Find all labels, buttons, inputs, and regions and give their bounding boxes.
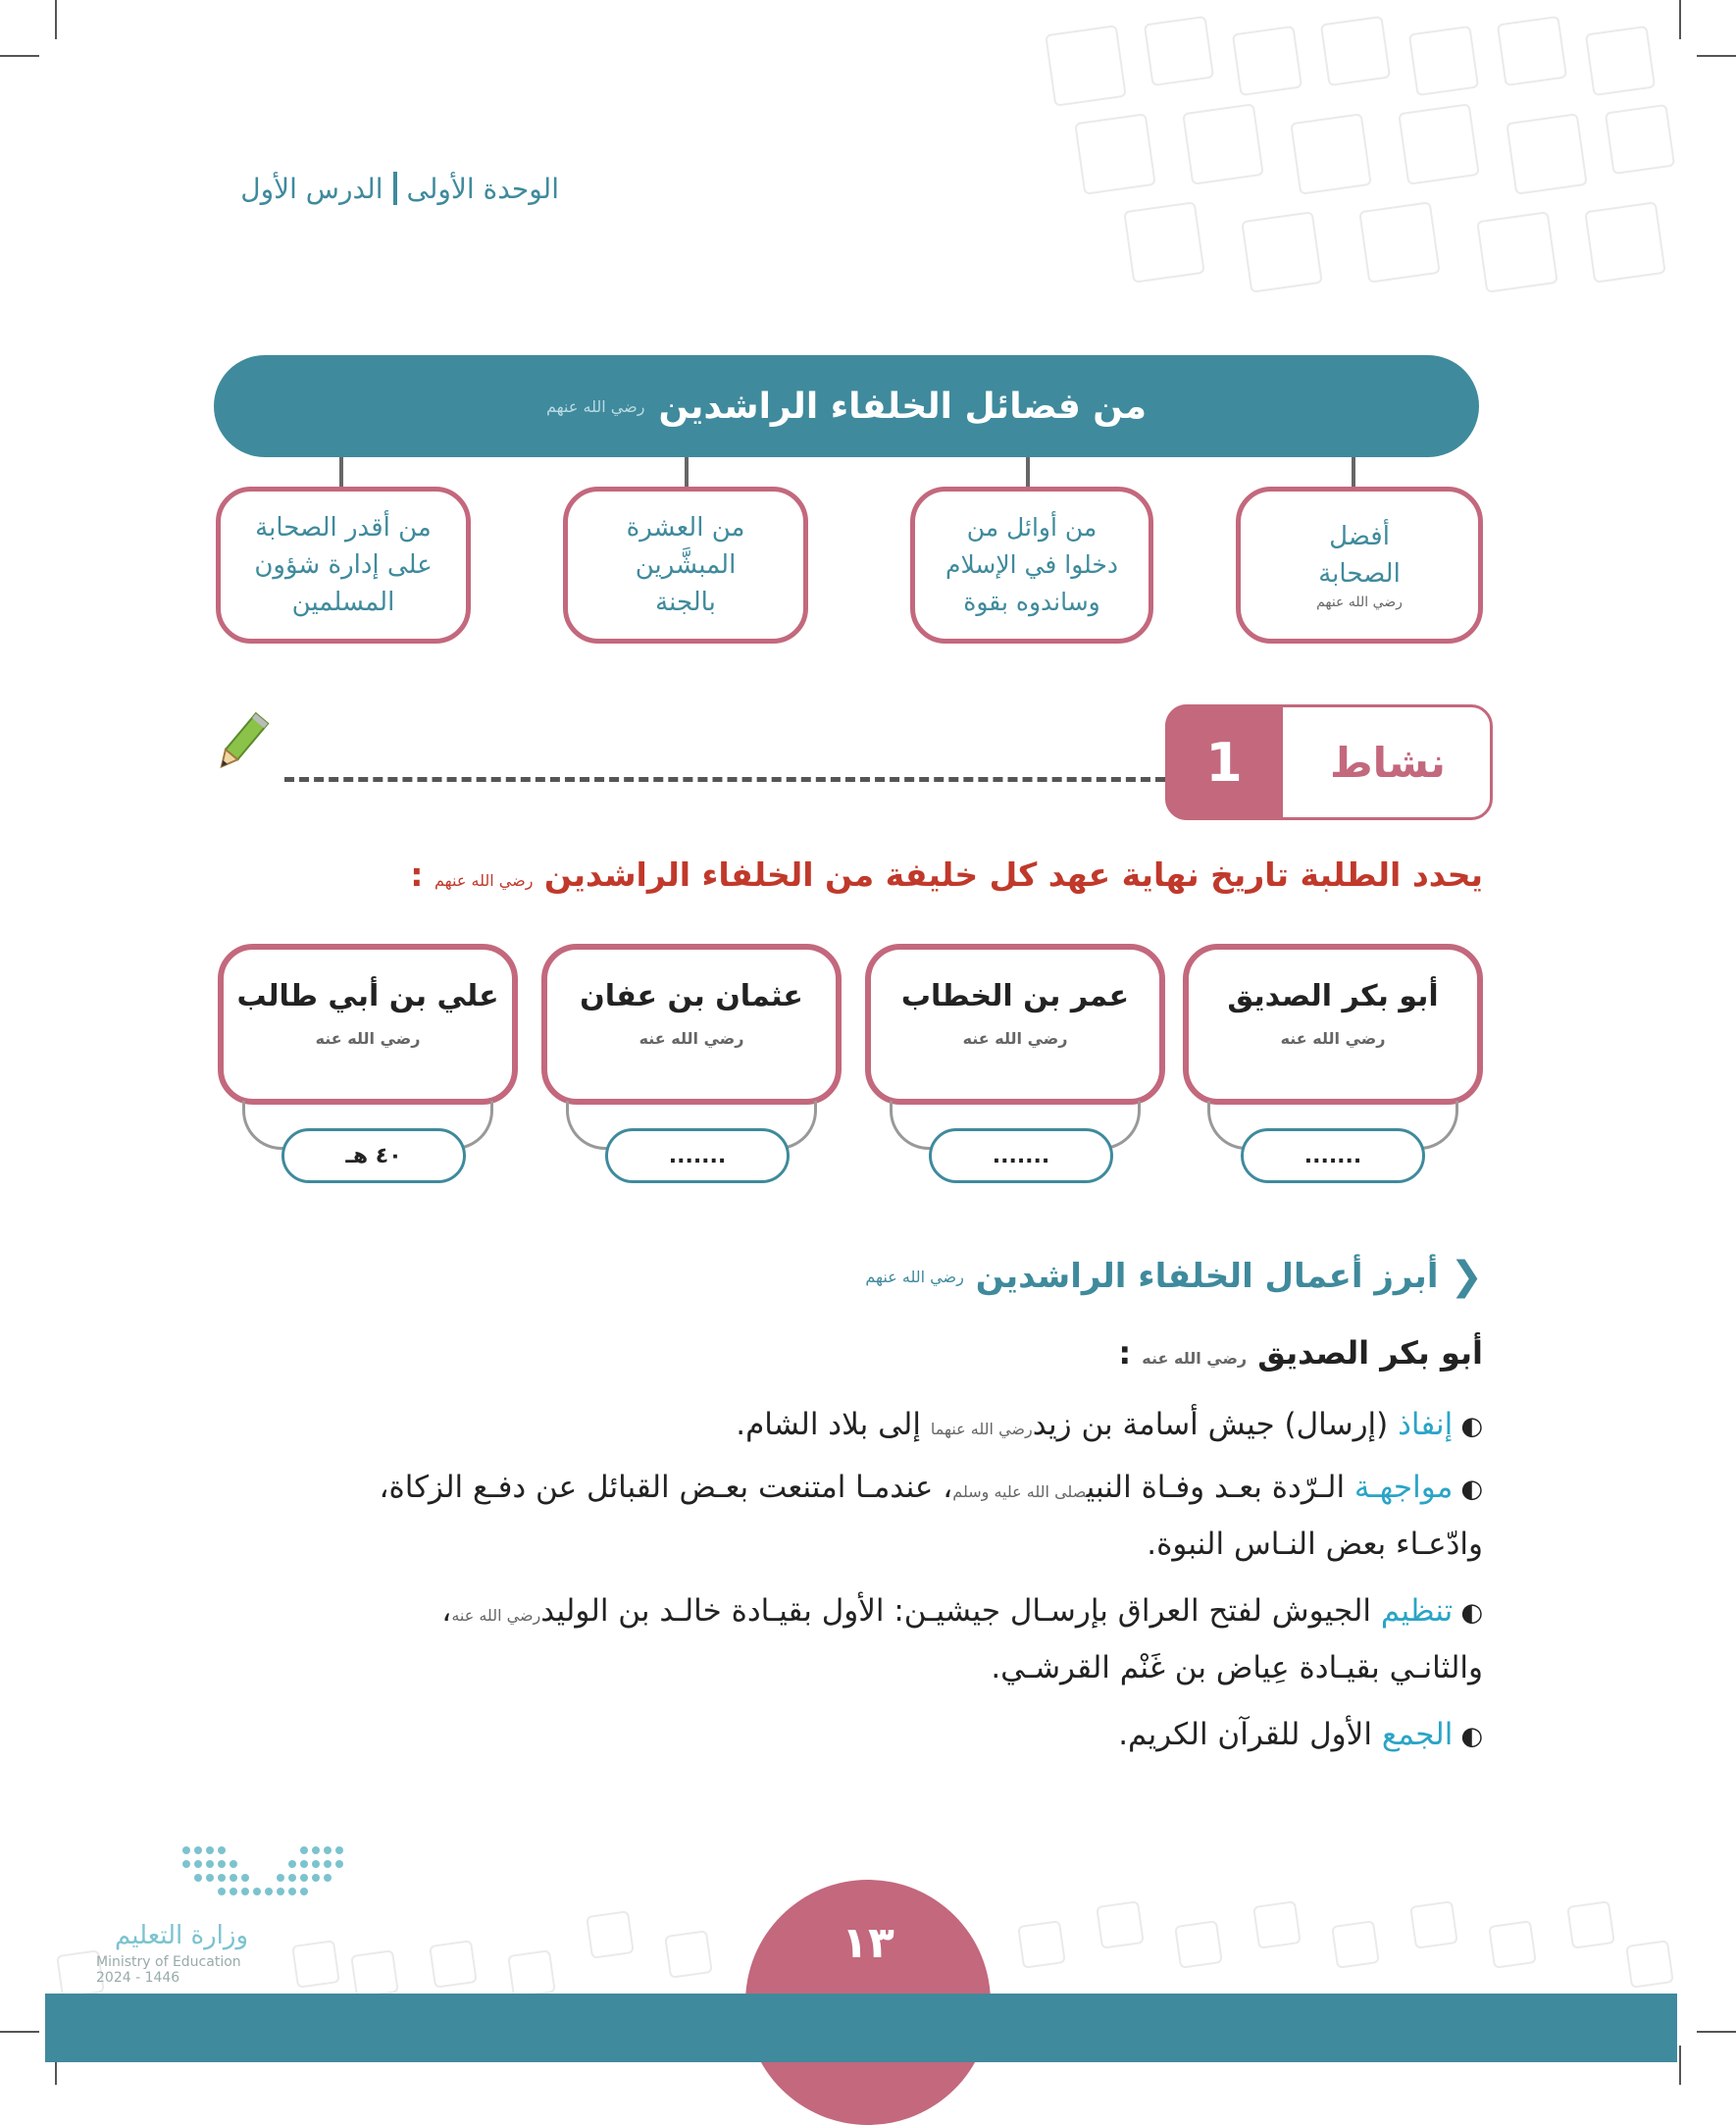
list-item-continuation: وادّعـاء بعض النـاس النبوة.: [1147, 1527, 1483, 1562]
section-subtitle: [785, 1334, 1483, 1372]
list-item: [226, 1397, 1483, 1457]
honorific-glyph: رضي الله عنه: [1142, 1349, 1248, 1368]
honorific-glyph: رضي الله عنه: [1280, 1029, 1386, 1048]
bullet-text: (إرسال) جيش أسامة بن زيد: [1032, 1407, 1399, 1442]
crop-mark: [1697, 2031, 1736, 2033]
bullet-text: الأول للقرآن الكريم.: [1118, 1717, 1382, 1752]
honorific-glyph: رضي الله عنهم: [1316, 595, 1403, 610]
instruction-colon: :: [410, 855, 424, 894]
caliph-card: [865, 944, 1165, 1105]
ministry-subtitle: [96, 1954, 273, 1986]
virtue-line: على إدارة شؤون: [254, 550, 433, 580]
subtitle-text: أبو بكر الصديق: [1257, 1334, 1483, 1372]
caliph-name: علي بن أبي طالب: [236, 979, 499, 1013]
pencil-icon: [206, 708, 275, 777]
bullet-icon: ◐: [1460, 1475, 1483, 1504]
answer-field[interactable]: .......: [605, 1128, 790, 1183]
honorific-glyph: رضي الله عنه: [315, 1029, 421, 1048]
activity-label: نشاط: [1330, 738, 1446, 787]
footer-bar: [45, 1994, 1677, 2062]
list-item: [226, 1707, 1483, 1764]
bullet-icon: ◐: [1460, 1598, 1483, 1628]
connector-line: [1026, 457, 1030, 491]
caliph-card: [1183, 944, 1483, 1105]
honorific-glyph: رضي الله عنه: [451, 1606, 541, 1625]
section-title: [687, 1254, 1483, 1299]
bullet-text: إلى بلاد الشام.: [736, 1407, 931, 1442]
activity-instruction: [294, 855, 1483, 894]
caliph-card: [541, 944, 842, 1105]
virtue-card: [910, 487, 1153, 644]
list-item: [226, 1460, 1483, 1520]
answer-field[interactable]: .......: [929, 1128, 1113, 1183]
honorific-glyph: رضي الله عنه: [962, 1029, 1068, 1048]
honorific-glyph: رضي الله عنهم: [865, 1267, 964, 1286]
virtue-line: الصحابة: [1318, 559, 1401, 589]
virtue-line: المبشَّرين: [635, 550, 737, 580]
banner-title: من فضائل الخلفاء الراشدين: [658, 386, 1147, 427]
activity-number: 1: [1165, 704, 1283, 820]
ministry-name: وزارة التعليم: [114, 1921, 249, 1950]
virtue-card: [1236, 487, 1483, 644]
crop-mark: [0, 55, 39, 57]
section-title-text: أبرز أعمال الخلفاء الراشدين: [975, 1257, 1439, 1296]
answer-field[interactable]: .......: [1241, 1128, 1425, 1183]
ministry-year: 2024 - 1446: [96, 1970, 180, 1986]
lesson-label: الدرس الأول: [240, 172, 383, 205]
caliph-name: عمر بن الخطاب: [900, 979, 1130, 1013]
honorific-glyph: رضي الله عنهم: [434, 871, 534, 890]
answer-field[interactable]: ٤٠ هـ: [281, 1128, 466, 1183]
virtue-card: [563, 487, 808, 644]
virtue-line: من العشرة: [626, 513, 745, 543]
instruction-text: يحدد الطلبة تاريخ نهاية عهد كل خليفة من الخلفاء الراشدين: [543, 855, 1483, 894]
ministry-logo-icon: [177, 1840, 353, 1909]
bullet-icon: ◐: [1460, 1722, 1483, 1751]
bullet-text: ،: [441, 1593, 452, 1629]
bullet-text: ، عندمـا امتنعت بعـض القبائل عن دفـع الزكاة،: [379, 1470, 953, 1505]
header-separator: [393, 172, 397, 205]
dashed-divider: [284, 777, 1165, 782]
virtues-banner: [214, 355, 1479, 457]
virtue-line: من أوائل من: [966, 513, 1098, 542]
connector-line: [685, 457, 689, 491]
caliph-name: أبو بكر الصديق: [1227, 979, 1439, 1013]
crop-mark: [55, 0, 57, 39]
bullet-text: الجيوش لفتح العراق بإرسـال جيشيـن: الأول بقيـادة خالـد بن الوليد: [540, 1593, 1381, 1629]
list-item-continuation: والثانـي بقيـادة عِياض بن غَنْم القرشـي.: [991, 1650, 1483, 1685]
honorific-glyph: رضي الله عنه: [638, 1029, 744, 1048]
chevron-left-icon: ❮: [1450, 1254, 1483, 1299]
bullet-icon: ◐: [1460, 1412, 1483, 1441]
virtue-line: وساندوه بقوة: [963, 588, 1100, 616]
connector-line: [339, 457, 343, 491]
bullet-keyword: مواجهـة: [1353, 1470, 1454, 1505]
honorific-glyph: رضي الله عنهم: [546, 396, 645, 416]
subtitle-colon: :: [1118, 1334, 1132, 1372]
virtue-line: بالجنة: [655, 588, 716, 617]
virtue-line: أفضل: [1329, 522, 1390, 551]
list-item: [226, 1583, 1483, 1643]
ministry-name-en: Ministry of Education: [96, 1954, 241, 1970]
crop-mark: [1679, 0, 1681, 39]
virtue-line: المسلمين: [291, 588, 395, 617]
crop-mark: [0, 2031, 39, 2033]
virtue-line: دخلوا في الإسلام: [945, 550, 1118, 579]
honorific-glyph: رضي الله عنهما: [930, 1420, 1033, 1438]
page-header: [206, 169, 559, 208]
bullet-keyword: تنظيم: [1380, 1593, 1454, 1629]
virtue-line: من أقدر الصحابة: [255, 513, 432, 543]
bullet-keyword: الجمع: [1381, 1717, 1454, 1752]
honorific-glyph: صلى الله عليه وسلم: [952, 1482, 1087, 1501]
bullet-text: الـرّدة بعـد وفـاة النبي: [1086, 1470, 1354, 1505]
crop-mark: [1679, 2046, 1681, 2085]
bullet-keyword: إنفاذ: [1398, 1407, 1454, 1442]
caliph-card: [218, 944, 518, 1105]
unit-label: الوحدة الأولى: [406, 172, 559, 205]
crop-mark: [1697, 55, 1736, 57]
connector-line: [1352, 457, 1355, 491]
page-number: ١٣: [842, 1918, 894, 1968]
caliph-name: عثمان بن عفان: [580, 979, 803, 1013]
virtue-card: [216, 487, 471, 644]
